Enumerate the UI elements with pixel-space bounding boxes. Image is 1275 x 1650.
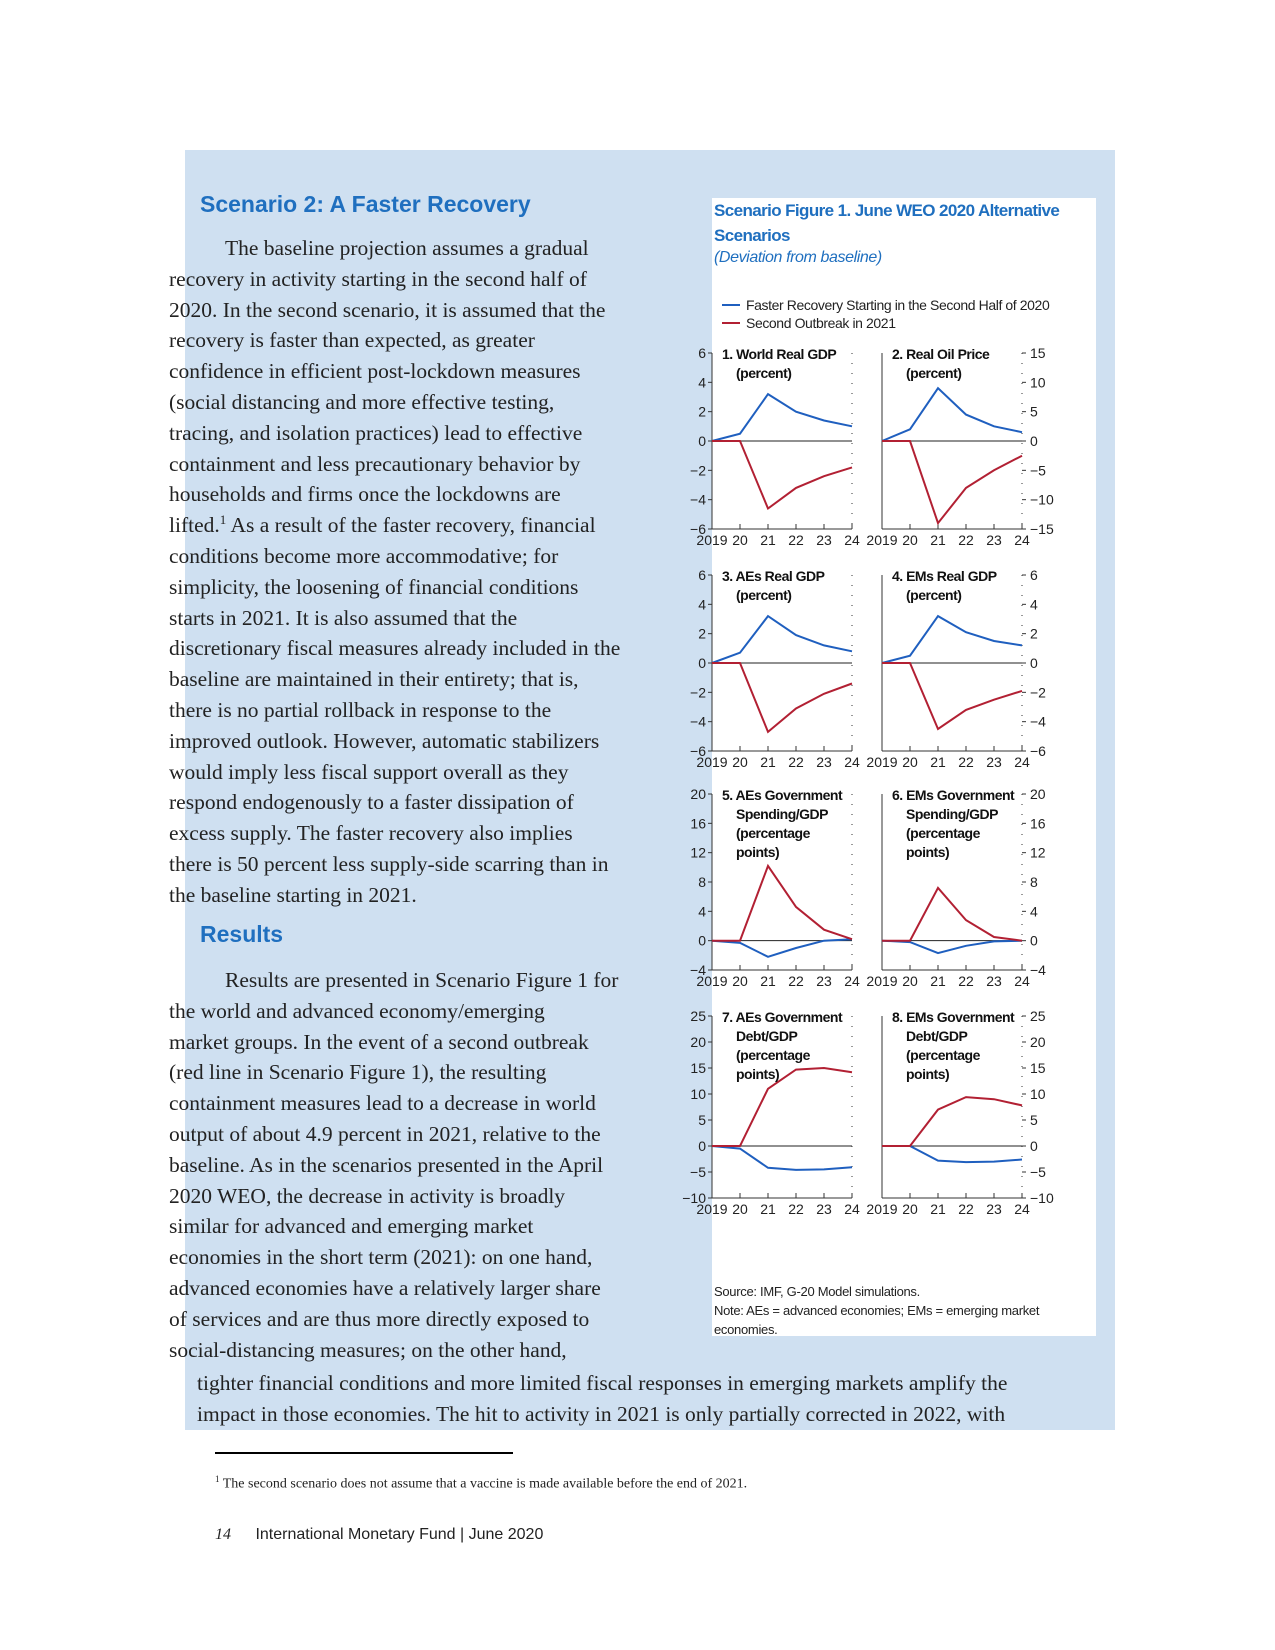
x-tick-label: 21 <box>930 532 946 548</box>
y-tick-label: 25 <box>1030 1008 1046 1024</box>
y-tick-label: 10 <box>1030 374 1046 391</box>
y-tick-label: 12 <box>1030 844 1046 861</box>
panel-title: (percentage <box>906 825 980 841</box>
text-line: impact in those economies. The hit to activity in 2021 is only partially corrected in 2022, with <box>197 1401 1006 1426</box>
series-line-faster-recovery <box>712 394 852 441</box>
y-tick-label: 12 <box>690 844 706 861</box>
text-line: 2020 WEO, the decrease in activity is broadly <box>169 1183 566 1208</box>
text-line: would imply less fiscal support overall as they <box>169 759 569 784</box>
series-line-second-outbreak <box>882 663 1022 729</box>
y-tick-label: 20 <box>1030 786 1046 802</box>
x-tick-label: 21 <box>930 754 946 770</box>
text-line: tracing, and isolation practices) lead to effective <box>169 420 583 445</box>
y-tick-label: 0 <box>698 932 706 949</box>
panel-title: 4. EMs Real GDP <box>892 568 997 584</box>
x-tick-label: 21 <box>930 973 946 989</box>
y-tick-label: −5 <box>1030 462 1046 479</box>
panel-title: (percent) <box>736 587 792 603</box>
series-line-second-outbreak <box>882 888 1022 941</box>
y-tick-label: 16 <box>1030 815 1046 832</box>
series-line-second-outbreak <box>712 1068 852 1146</box>
y-tick-label: 15 <box>1030 345 1046 361</box>
legend-item-second-outbreak <box>722 314 1049 332</box>
text-line: output of about 4.9 percent in 2021, relative to the <box>169 1121 601 1146</box>
footnote <box>215 1474 747 1493</box>
footnote-rule <box>215 1452 513 1454</box>
text-line: recovery is faster than expected, as greater <box>169 328 535 353</box>
y-tick-label: −10 <box>1030 1190 1054 1206</box>
text-line: tighter financial conditions and more limited fiscal responses in emerging markets amplify the <box>197 1371 1008 1395</box>
x-tick-label: 20 <box>732 532 748 548</box>
x-tick-label: 24 <box>844 532 860 548</box>
panel-title: points) <box>736 1066 780 1082</box>
panel-title: 6. EMs Government <box>892 787 1015 803</box>
x-tick-label: 23 <box>816 532 832 548</box>
x-tick-label: 20 <box>732 973 748 989</box>
text-line: conditions become more accommodative; for <box>169 543 559 568</box>
text-line: (social distancing and more effective testing, <box>169 389 555 414</box>
text-line: baseline are maintained in their entirety; that is, <box>169 667 579 692</box>
y-tick-label: −4 <box>690 962 706 978</box>
x-tick-label: 22 <box>788 754 804 770</box>
text-line: there is no partial rollback in response to the <box>169 697 552 722</box>
x-tick-label: 22 <box>788 532 804 548</box>
text-line: social-distancing measures; on the other hand, <box>169 1337 567 1362</box>
text-line: market groups. In the event of a second outbreak <box>169 1029 589 1054</box>
x-tick-label: 21 <box>760 1201 776 1217</box>
figure-source: Source: IMF, G-20 Model simulations. <box>714 1284 920 1299</box>
panel-title: points) <box>906 1066 950 1082</box>
text-line: lifted. <box>169 513 220 538</box>
text-line: containment measures lead to a decrease in world <box>169 1091 596 1116</box>
legend-swatch-blue <box>722 304 740 306</box>
footnote-number: 1 <box>215 1474 220 1484</box>
text-line: the baseline starting in 2021. <box>169 882 417 907</box>
y-tick-label: −4 <box>690 491 706 508</box>
y-tick-label: 10 <box>1030 1086 1046 1102</box>
text-line: simplicity, the loosening of financial conditions <box>169 574 579 599</box>
y-tick-label: 20 <box>1030 1034 1046 1050</box>
text-line: (red line in Scenario Figure 1), the resulting <box>169 1060 547 1085</box>
panel-title: Spending/GDP <box>736 806 828 822</box>
footnote-text: The second scenario does not assume that a vaccine is made available before the end of 2021. <box>219 1476 748 1492</box>
y-tick-label: 16 <box>690 815 706 832</box>
y-tick-label: 4 <box>1030 596 1038 613</box>
x-tick-label: 20 <box>732 754 748 770</box>
x-tick-label: 2019 <box>866 1201 898 1217</box>
legend-label: Faster Recovery Starting in the Second Half of 2020 <box>746 297 1050 313</box>
panel-title: Debt/GDP <box>736 1028 798 1044</box>
x-tick-label: 22 <box>958 532 974 548</box>
page-footer <box>215 1526 543 1544</box>
text-line: of services and are thus more directly exposed to <box>169 1306 590 1331</box>
y-tick-label: 5 <box>1030 403 1038 420</box>
text-line: advanced economies have a relatively larger share <box>169 1275 601 1300</box>
y-tick-label: 2 <box>1030 625 1038 642</box>
text-line: recovery in activity starting in the second half of <box>169 266 587 291</box>
text-line: the world and advanced economy/emerging <box>169 998 545 1023</box>
x-tick-label: 23 <box>986 973 1002 989</box>
x-tick-label: 24 <box>1014 532 1030 548</box>
text-line: discretionary fiscal measures already included in the <box>169 636 621 661</box>
figure-note: Note: AEs = advanced economies; EMs = emerging market economies. <box>714 1303 1040 1337</box>
y-tick-label: −6 <box>1030 743 1046 759</box>
footnote-ref: 1 <box>219 512 227 528</box>
x-tick-label: 20 <box>902 973 918 989</box>
text-line: economies in the short term (2021): on one hand, <box>169 1245 593 1270</box>
panel-title: Debt/GDP <box>906 1028 968 1044</box>
y-tick-label: 6 <box>698 345 706 361</box>
x-tick-label: 21 <box>760 532 776 548</box>
text-line: excess supply. The faster recovery also implies <box>169 821 573 846</box>
x-tick-label: 2019 <box>696 973 728 989</box>
y-tick-label: −4 <box>1030 713 1046 730</box>
footer-text: International Monetary Fund | June 2020 <box>255 1526 544 1543</box>
paragraph-faster-recovery <box>169 233 697 911</box>
x-tick-label: 2019 <box>866 754 898 770</box>
y-tick-label: 0 <box>698 1138 706 1154</box>
text-line: there is 50 percent less supply-side scarring than in <box>169 851 609 876</box>
x-tick-label: 24 <box>1014 754 1030 770</box>
series-line-faster-recovery <box>712 939 852 957</box>
text-line: baseline. As in the scenarios presented in the April <box>169 1152 604 1177</box>
y-tick-label: 10 <box>690 1086 706 1102</box>
y-tick-label: −10 <box>682 1190 706 1206</box>
series-line-second-outbreak <box>882 441 1022 523</box>
panel-title: (percent) <box>736 365 792 381</box>
panel-title: Spending/GDP <box>906 806 998 822</box>
y-tick-label: −5 <box>690 1164 706 1180</box>
x-tick-label: 24 <box>844 1201 860 1217</box>
y-tick-label: 4 <box>698 596 706 613</box>
panel-title: 8. EMs Government <box>892 1009 1015 1025</box>
panel-title: 7. AEs Government <box>722 1009 843 1025</box>
series-line-faster-recovery <box>882 616 1022 663</box>
x-tick-label: 23 <box>986 754 1002 770</box>
x-tick-label: 24 <box>844 973 860 989</box>
panel-title: (percentage <box>736 1047 810 1063</box>
chart-svg <box>682 345 1096 1245</box>
x-tick-label: 21 <box>930 1201 946 1217</box>
y-tick-label: 6 <box>698 567 706 583</box>
panel-title: points) <box>736 844 780 860</box>
x-tick-label: 20 <box>902 532 918 548</box>
series-line-faster-recovery <box>882 388 1022 441</box>
x-tick-label: 22 <box>788 973 804 989</box>
x-tick-label: 21 <box>760 973 776 989</box>
x-tick-label: 21 <box>760 754 776 770</box>
y-tick-label: 20 <box>690 786 706 802</box>
y-tick-label: 5 <box>1030 1112 1038 1128</box>
panel-title: (percent) <box>906 587 962 603</box>
y-tick-label: 4 <box>698 903 706 920</box>
y-tick-label: −4 <box>690 713 706 730</box>
x-tick-label: 23 <box>986 1201 1002 1217</box>
y-tick-label: 0 <box>698 655 706 671</box>
series-line-second-outbreak <box>712 866 852 941</box>
y-tick-label: 0 <box>1030 932 1038 949</box>
figure-title: Scenario Figure 1. June WEO 2020 Alternative Scenarios <box>714 201 1060 245</box>
x-tick-label: 2019 <box>696 1201 728 1217</box>
x-tick-label: 2019 <box>696 532 728 548</box>
paragraph-results <box>169 965 697 1365</box>
y-tick-label: −2 <box>1030 684 1046 701</box>
text-line: 2020. In the second scenario, it is assumed that the <box>169 297 606 322</box>
y-tick-label: 2 <box>698 403 706 420</box>
series-line-faster-recovery <box>712 1146 852 1170</box>
x-tick-label: 2019 <box>696 754 728 770</box>
y-tick-label: 2 <box>698 625 706 642</box>
chart-legend <box>722 296 1049 332</box>
y-tick-label: 8 <box>1030 874 1038 890</box>
panel-title: 2. Real Oil Price <box>892 346 990 362</box>
y-tick-label: 5 <box>698 1112 706 1128</box>
figure-notes <box>714 1282 1099 1339</box>
series-line-faster-recovery <box>882 941 1022 953</box>
x-tick-label: 23 <box>816 973 832 989</box>
x-tick-label: 24 <box>1014 1201 1030 1217</box>
series-line-second-outbreak <box>712 441 852 509</box>
y-tick-label: 0 <box>1030 433 1038 449</box>
y-tick-label: −2 <box>690 684 706 701</box>
y-tick-label: −6 <box>690 521 706 537</box>
y-tick-label: 8 <box>698 874 706 890</box>
x-tick-label: 23 <box>986 532 1002 548</box>
text-line: respond endogenously to a faster dissipation of <box>169 790 574 815</box>
y-tick-label: −10 <box>1030 491 1054 508</box>
x-tick-label: 2019 <box>866 532 898 548</box>
series-line-faster-recovery <box>882 1146 1022 1162</box>
scenario-figure-charts <box>682 345 1096 1245</box>
y-tick-label: 6 <box>1030 567 1038 583</box>
y-tick-label: 4 <box>1030 903 1038 920</box>
panel-title: (percentage <box>736 825 810 841</box>
x-tick-label: 22 <box>958 1201 974 1217</box>
x-tick-label: 20 <box>902 754 918 770</box>
series-line-faster-recovery <box>712 616 852 663</box>
y-tick-label: 0 <box>1030 1138 1038 1154</box>
text-line: households and firms once the lockdowns are <box>169 482 561 507</box>
section-heading-results: Results <box>200 921 284 947</box>
legend-item-faster-recovery <box>722 296 1049 314</box>
panel-title: 5. AEs Government <box>722 787 843 803</box>
y-tick-label: 15 <box>1030 1060 1046 1076</box>
panel-title: 3. AEs Real GDP <box>722 568 825 584</box>
y-tick-label: −4 <box>1030 962 1046 978</box>
series-line-second-outbreak <box>882 1097 1022 1146</box>
series-line-second-outbreak <box>712 663 852 732</box>
x-tick-label: 20 <box>732 1201 748 1217</box>
y-tick-label: 0 <box>698 433 706 449</box>
y-tick-label: 0 <box>1030 655 1038 671</box>
y-tick-label: 15 <box>690 1060 706 1076</box>
panel-title: (percentage <box>906 1047 980 1063</box>
y-tick-label: −5 <box>1030 1164 1046 1180</box>
text-line: improved outlook. However, automatic stabilizers <box>169 728 600 753</box>
panel-title: points) <box>906 844 950 860</box>
x-tick-label: 23 <box>816 1201 832 1217</box>
x-tick-label: 2019 <box>866 973 898 989</box>
figure-subtitle: (Deviation from baseline) <box>714 249 882 266</box>
panel-title: (percent) <box>906 365 962 381</box>
text-line: containment and less precautionary behavior by <box>169 451 581 476</box>
text-line: starts in 2021. It is also assumed that the <box>169 605 518 630</box>
legend-swatch-red <box>722 322 740 324</box>
y-tick-label: 20 <box>690 1034 706 1050</box>
text-line: The baseline projection assumes a gradual <box>225 236 589 260</box>
x-tick-label: 22 <box>958 754 974 770</box>
y-tick-label: −2 <box>690 462 706 479</box>
y-tick-label: 25 <box>690 1008 706 1024</box>
legend-label: Second Outbreak in 2021 <box>746 315 896 331</box>
page-number: 14 <box>215 1526 231 1543</box>
paragraph-results-continued <box>197 1368 1102 1430</box>
text-line: As a result of the faster recovery, financial <box>226 513 596 538</box>
x-tick-label: 24 <box>844 754 860 770</box>
x-tick-label: 24 <box>1014 973 1030 989</box>
text-line: confidence in efficient post-lockdown measures <box>169 359 581 384</box>
x-tick-label: 22 <box>958 973 974 989</box>
y-tick-label: −15 <box>1030 521 1054 537</box>
x-tick-label: 22 <box>788 1201 804 1217</box>
section-heading-faster-recovery: Scenario 2: A Faster Recovery <box>200 191 531 217</box>
text-line: Results are presented in Scenario Figure 1 for <box>225 968 619 992</box>
panel-title: 1. World Real GDP <box>722 346 837 362</box>
x-tick-label: 20 <box>902 1201 918 1217</box>
y-tick-label: −6 <box>690 743 706 759</box>
text-line: similar for advanced and emerging market <box>169 1214 534 1239</box>
x-tick-label: 23 <box>816 754 832 770</box>
y-tick-label: 4 <box>698 374 706 391</box>
